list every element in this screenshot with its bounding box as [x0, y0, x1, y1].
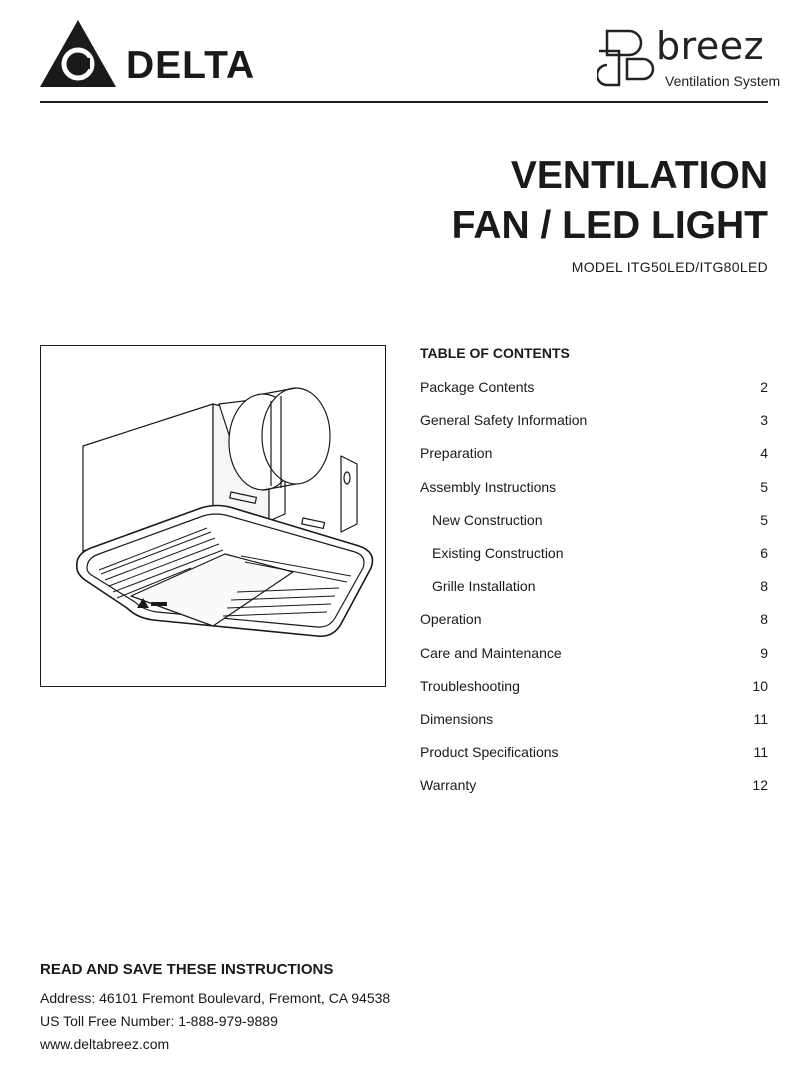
toc-item-label: Grille Installation [432, 578, 536, 595]
toc-item-page: 8 [760, 611, 768, 628]
toc-item [420, 379, 768, 412]
website-link[interactable]: www.deltabreez.com [40, 1036, 170, 1052]
table-of-contents [420, 379, 768, 810]
toc-item [420, 512, 768, 545]
toc-item-label: Assembly Instructions [420, 478, 557, 495]
toc-item-label: Preparation [420, 445, 493, 462]
toc-item-page: 4 [760, 445, 768, 462]
ventilation-fan-illustration-icon [41, 346, 387, 688]
toc-item-page: 11 [753, 744, 768, 761]
toc-item-page: 6 [760, 544, 768, 561]
toc-item-label: Troubleshooting [420, 677, 520, 694]
breez-mark-icon [597, 29, 655, 87]
toc-item-page: 5 [760, 511, 768, 528]
company-address: Address: 46101 Fremont Boulevard, Fremont, CA 94538 [40, 990, 391, 1006]
header-divider [40, 101, 768, 103]
product-image-frame [40, 345, 386, 687]
toc-item [420, 777, 768, 810]
breez-tagline: Ventilation System [665, 73, 781, 89]
toc-item [420, 445, 768, 478]
toc-item [420, 678, 768, 711]
toc-item-label: Product Specifications [420, 744, 559, 761]
toc-item-page: 10 [752, 677, 768, 694]
toc-item-label: Existing Construction [432, 544, 564, 561]
toll-free-number: US Toll Free Number: 1-888-979-9889 [40, 1013, 278, 1029]
page-title-line-1: VENTILATION [510, 154, 768, 197]
toc-item [420, 545, 768, 578]
toc-item [420, 645, 768, 678]
toc-item-page: 3 [760, 412, 768, 429]
model-number: MODEL ITG50LED/ITG80LED [571, 259, 768, 275]
toc-item [420, 744, 768, 777]
toc-item-page: 12 [752, 777, 768, 794]
page-title-line-2: FAN / LED LIGHT [451, 204, 768, 247]
save-instructions-heading: READ AND SAVE THESE INSTRUCTIONS [40, 961, 334, 978]
toc-item-page: 8 [760, 578, 768, 595]
toc-item [420, 611, 768, 644]
toc-item-page: 9 [760, 644, 768, 661]
toc-heading: TABLE OF CONTENTS [420, 345, 570, 361]
toc-item-label: Operation [420, 611, 482, 628]
toc-item-label: Dimensions [420, 710, 494, 727]
toc-item-label: Warranty [420, 777, 477, 794]
breez-name: breez [656, 24, 765, 68]
toc-item-label: Package Contents [420, 379, 535, 395]
delta-wordmark: DELTA [126, 44, 256, 87]
toc-item [420, 578, 768, 611]
toc-item [420, 412, 768, 445]
toc-item-label: General Safety Information [420, 412, 588, 429]
toc-item [420, 711, 768, 744]
toc-item-page: 2 [760, 379, 768, 395]
toc-item-label: New Construction [432, 511, 543, 528]
toc-item [420, 479, 768, 512]
toc-item-page: 5 [760, 478, 768, 495]
toc-item-label: Care and Maintenance [420, 644, 562, 661]
toc-item-page: 11 [753, 710, 768, 727]
